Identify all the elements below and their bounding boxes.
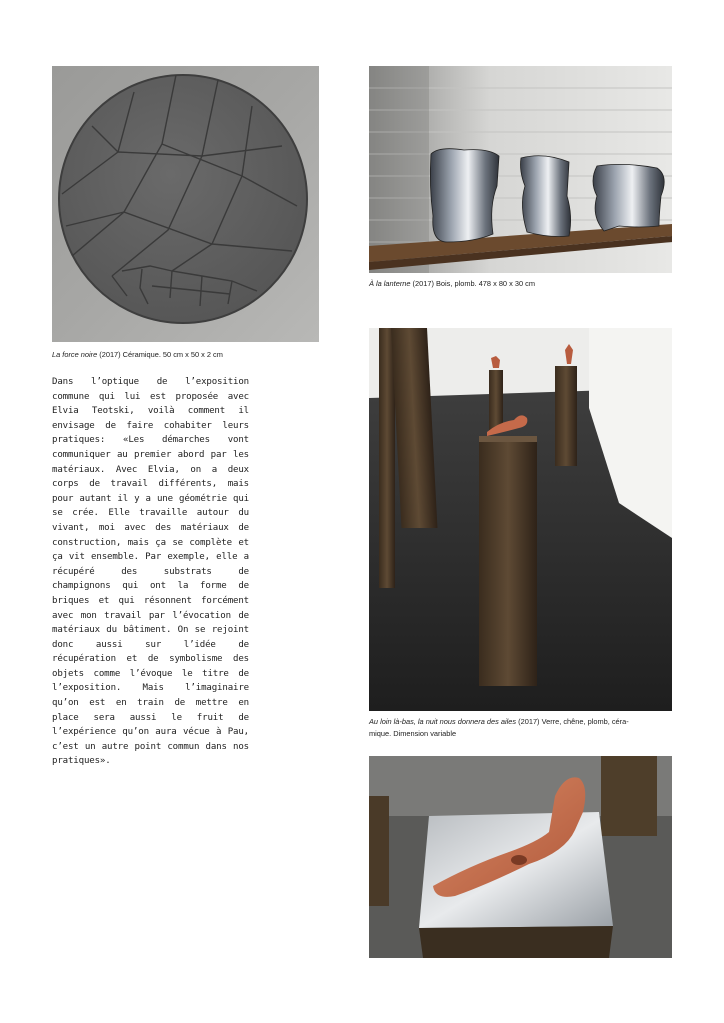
caption-details: (2017) Bois, plomb. 478 x 80 x 30 cm (410, 279, 535, 288)
caption-title: La force noire (52, 350, 98, 359)
caption-title: Au loin là-bas, la nuit nous donnera des ailes (369, 717, 517, 726)
caption-force-noire (52, 349, 223, 361)
caption-loin-la-bas (369, 716, 672, 740)
caption-line-1 (369, 716, 672, 728)
caption-details: (2017) Verre, chêne, plomb, céra- (516, 717, 629, 726)
caption-details: (2017) Céramique. 50 cm x 50 x 2 cm (97, 350, 223, 359)
photo-clay-figure (369, 756, 672, 958)
article-body: Dans l’optique de l’exposition commune qui lui est proposée avec Elvia Teotski, voilà comment il envisage de faire cohabiter leurs pratiques: «Les démarches vont communiquer au premier abord par les matériaux. Avec Elvia, on a deux corps de travail différents, mais pour autant il y a une géométrie qui se crée. Elle travaille autour du vivant, moi avec des matériaux de construction, mais ça se complète et ça vit ensemble. Par exemple, elle a récupéré des substrats de champignons qui ont la forme de briques et qui résonnent forcément avec mon travail par l’évocation de matériaux du bâtiment. On se rejoint donc aussi sur l’idée de récupération et de symbolisme des objets comme l’évoque le titre de l’exposition. Mais l’imaginaire qu’on est en train de mettre en place sera aussi le fruit de l’expérience qu’on aura vécue à Pau, c’est un autre point commun dans nos pratiques». (52, 377, 249, 767)
photo-lead-shelf (369, 66, 672, 273)
caption-line-2: mique. Dimension variable (369, 729, 457, 738)
photo-oak-posts (369, 328, 672, 711)
caption-lanterne (369, 278, 535, 290)
photo-ceramic-disc (52, 66, 319, 342)
caption-title: À la lanterne (369, 279, 411, 288)
